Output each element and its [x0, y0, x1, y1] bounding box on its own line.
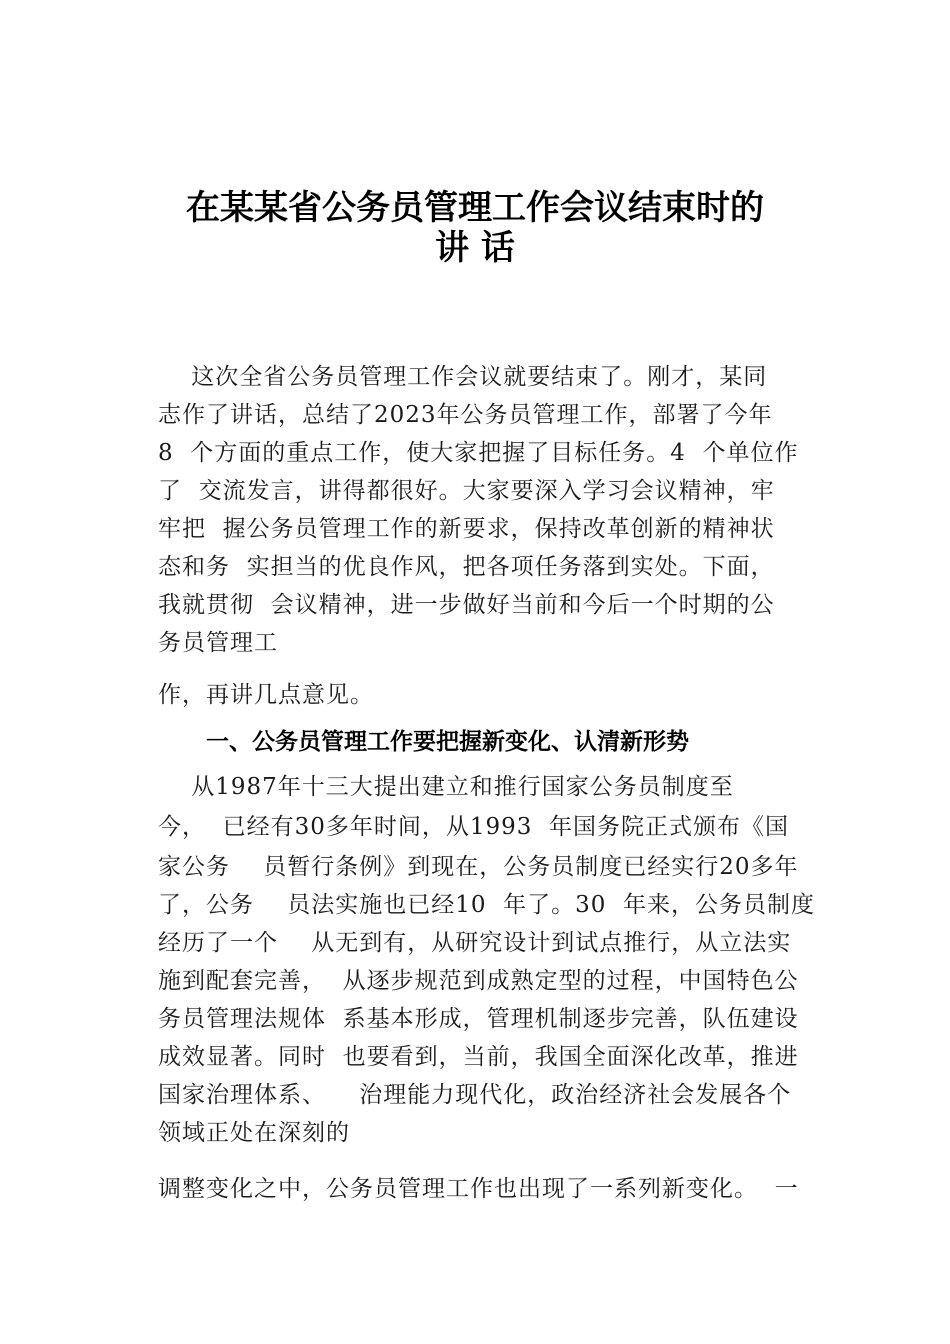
- document-title-line-1: 在某某省公务员管理工作会议结束时的: [186, 188, 764, 228]
- paragraph-1-line: 务员管理工: [158, 630, 278, 656]
- document-title-line-2: 讲 话: [435, 228, 515, 268]
- paragraph-1-line: 我就贯彻 会议精神，进一步做好当前和今后一个时期的公: [158, 592, 775, 618]
- paragraph-1-line: 作，再讲几点意见。: [158, 682, 374, 708]
- paragraph-1-line: 了 交流发言，讲得都很好。大家要深入学习会议精神，牢: [158, 478, 775, 504]
- paragraph-2-line: 调整变化之中，公务员管理工作也出现了一系列新变化。 一: [158, 1176, 799, 1202]
- paragraph-2-line: 了，公务 员法实施也已经10 年了。30 年来，公务员制度: [158, 892, 816, 918]
- paragraph-1-line: 态和务 实担当的优良作风，把各项任务落到实处。下面，: [158, 554, 775, 580]
- paragraph-2-line: 经历了一个 从无到有，从研究设计到试点推行，从立法实: [158, 930, 792, 956]
- paragraph-2-line: 施到配套完善， 从逐步规范到成熟定型的过程，中国特色公: [158, 968, 799, 994]
- paragraph-2-line: 从1987年十三大提出建立和推行国家公务员制度至: [158, 774, 734, 800]
- paragraph-2-line: 家公务 员暂行条例》到现在，公务员制度已经实行20多年: [158, 854, 799, 880]
- paragraph-2-line: 今， 已经有30多年时间，从1993 年国务院正式颁布《国: [158, 814, 790, 840]
- paragraph-1-line: 这次全省公务员管理工作会议就要结束了。刚才，某同: [158, 364, 768, 390]
- paragraph-2-line: 国家治理体系、 治理能力现代化，政治经济社会发展各个: [158, 1082, 792, 1108]
- paragraph-1-line: 8 个方面的重点工作，使大家把握了目标任务。4 个单位作: [158, 440, 799, 466]
- paragraph-2-line: 务员管理法规体 系基本形成，管理机制逐步完善，队伍建设: [158, 1006, 799, 1032]
- paragraph-1-line: 志作了讲话，总结了2023年公务员管理工作，部署了今年: [158, 402, 773, 428]
- paragraph-2-line: 领域正处在深刻的: [158, 1120, 350, 1146]
- section-heading-1: 一、公务员管理工作要把握新变化、认清新形势: [206, 729, 689, 755]
- paragraph-1-line: 牢把 握公务员管理工作的新要求，保持改革创新的精神状: [158, 516, 775, 542]
- paragraph-2-line: 成效显著。同时 也要看到，当前，我国全面深化改革，推进: [158, 1044, 799, 1070]
